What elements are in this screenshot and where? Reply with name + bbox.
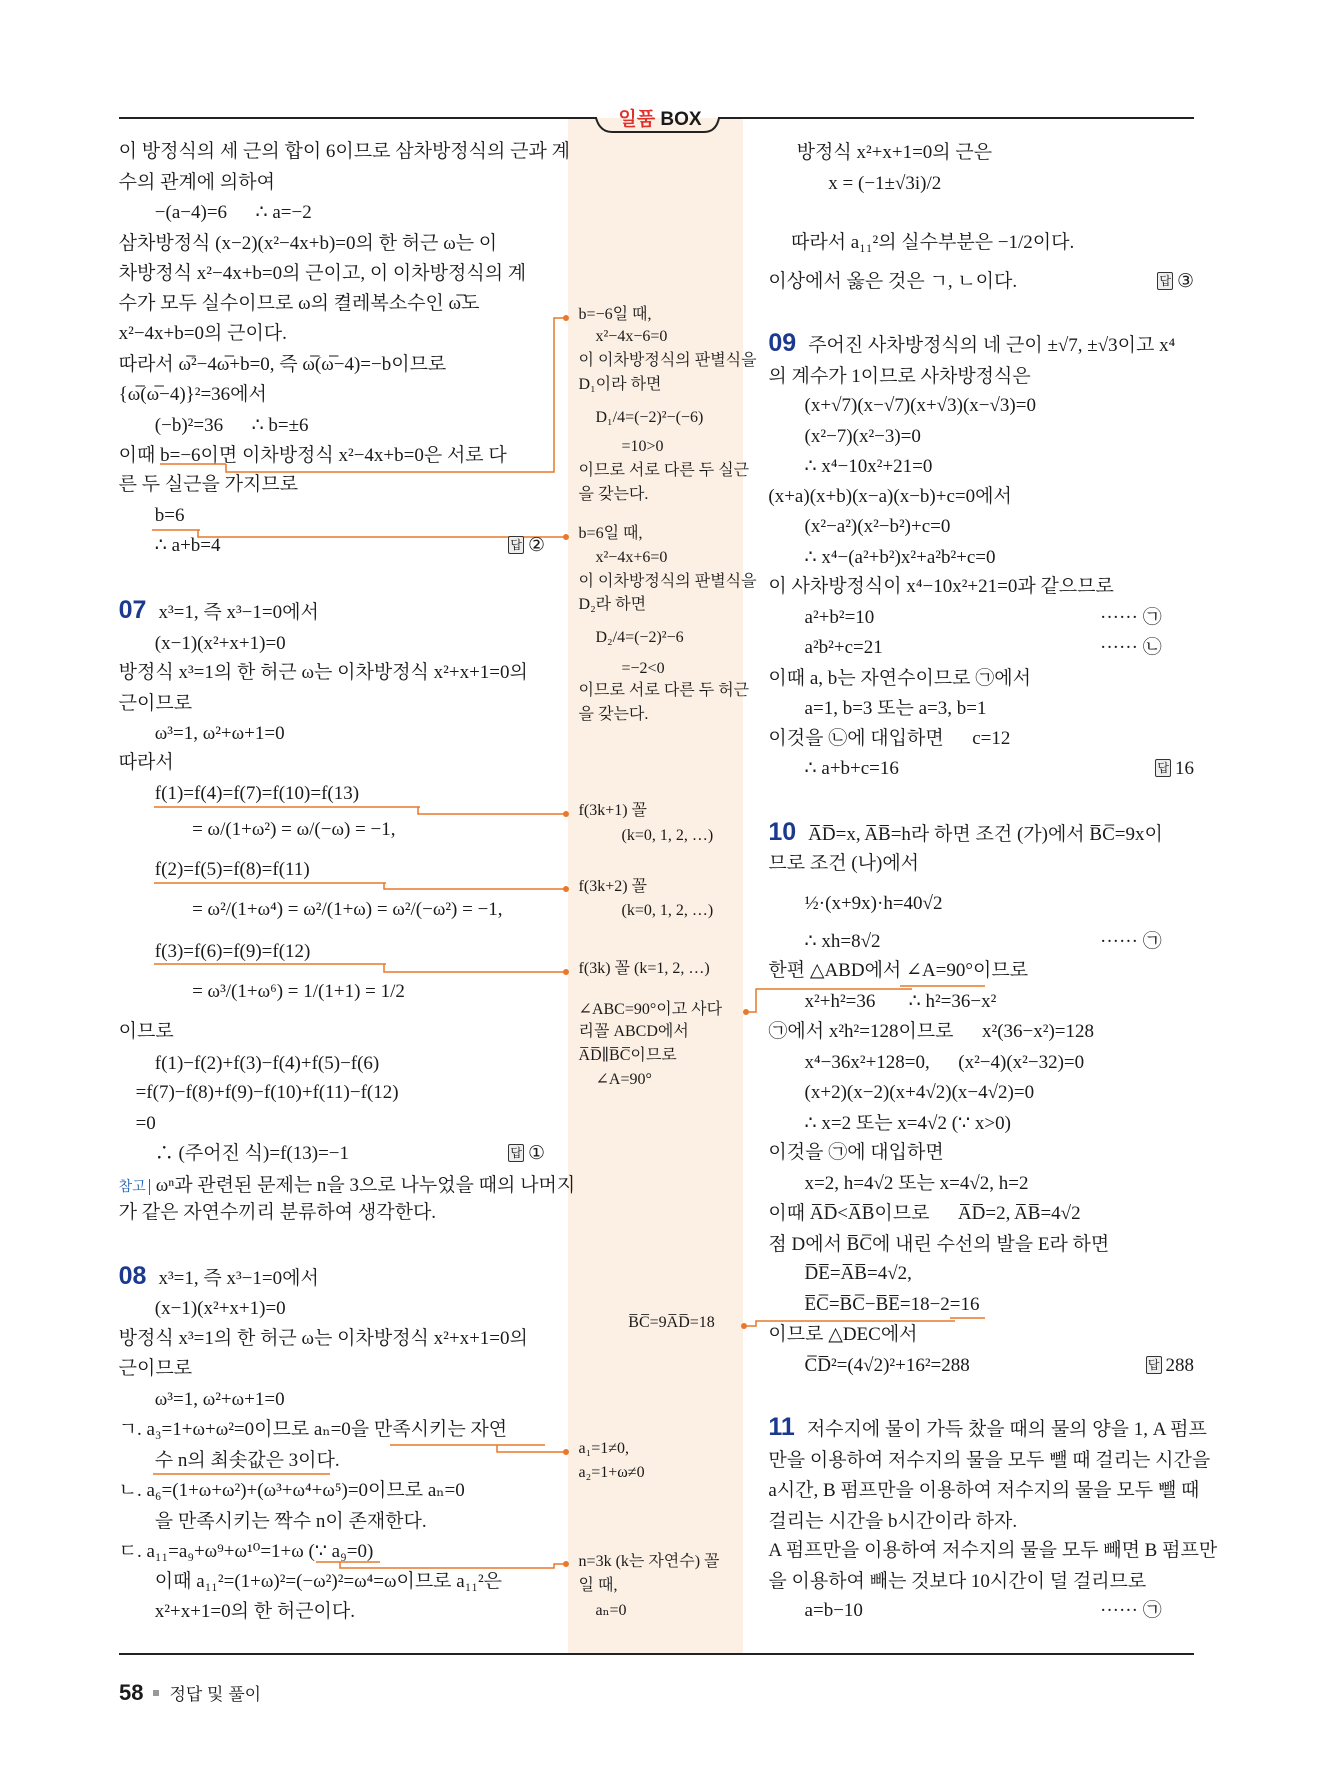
- text-line: [768, 575, 1113, 599]
- connector-dot: [563, 315, 569, 321]
- line-text: 한편 △ABD에서 ∠A=90°이므로: [768, 960, 1029, 982]
- line-text: = ω²/(1+ω⁴) = ω²/(1+ω) = ω²/(−ω²) = −1,: [192, 899, 503, 921]
- text-line: [119, 751, 174, 775]
- line-text: 이 사차방정식이 x⁴−10x²+21=0과 같으므로: [768, 576, 1114, 598]
- line-text: f(1)=f(4)=f(7)=f(10)=f(13): [154, 782, 360, 804]
- answer-badge: [1155, 757, 1194, 781]
- line-text: =10>0: [621, 438, 664, 456]
- answer-icon: 답: [1157, 761, 1169, 776]
- line-text: 이때 A̅D̅<A̅B̅이므로 A̅D̅=2, A̅B̅=4√2: [768, 1203, 1081, 1225]
- line-text: ㄱ. a₃=1+ω+ω²=0이므로 aₙ=0을 만족시키는 자연: [118, 1419, 508, 1441]
- text-line: [768, 1449, 1210, 1473]
- text-line: [828, 172, 941, 196]
- text-line: [155, 1052, 379, 1076]
- text-line: [119, 1418, 508, 1442]
- line-text: 근이므로: [118, 692, 193, 714]
- text-line: [579, 1574, 618, 1598]
- text-line: [596, 325, 668, 349]
- line-text: 방정식 x²+x+1=0의 근은: [796, 142, 993, 164]
- line-text: 을 이용하여 빼는 것보다 10시간이 덜 걸리므로: [768, 1570, 1147, 1592]
- underline-f12: [154, 964, 566, 972]
- connector-dot: [563, 969, 569, 975]
- problem-number: 09: [768, 329, 797, 358]
- line-text: 주어진 사차방정식의 네 근이 ±√7, ±√3이고 x⁴: [808, 335, 1176, 357]
- equation-marker: ······ ㉡: [1100, 637, 1162, 659]
- line-text: 이때 a, b는 자연수이므로 ㉠에서: [768, 667, 1031, 689]
- line-text: B̅C̅=9A̅D̅=18: [628, 1313, 715, 1331]
- line-text: 방정식 x³=1의 한 허근 ω는 이차방정식 x²+x+1=0의: [118, 1327, 528, 1349]
- text-line: [797, 141, 992, 165]
- text-line: [119, 1020, 174, 1044]
- text-line: [805, 757, 899, 781]
- line-text: x⁴−36x²+128=0, (x²−4)(x²−32)=0: [804, 1051, 1085, 1073]
- answer-icon: 답: [1159, 274, 1171, 289]
- text-line: [579, 957, 710, 981]
- text-line: [596, 406, 704, 430]
- line-text: E̅C̅=B̅C̅−B̅E̅=18−2=16: [804, 1293, 980, 1315]
- text-line: [805, 455, 933, 479]
- line-text: a₂=1+ω≠0: [578, 1464, 645, 1482]
- text-line: [119, 1479, 465, 1503]
- line-text: x²+h²=36 ∴ h²=36−x²: [804, 990, 997, 1012]
- line-text: ∴ x⁴−(a²+b²)x²+a²b²+c=0: [804, 546, 996, 568]
- line-text: 을 만족시키는 짝수 n이 존재한다.: [154, 1510, 427, 1532]
- text-line: [155, 201, 312, 225]
- line-text: 이상에서 옳은 것은 ㄱ, ㄴ이다.: [768, 271, 1018, 293]
- line-text: ∴ a+b+c=16: [804, 758, 899, 780]
- line-text: 이므로: [118, 1021, 174, 1043]
- line-text: a₁=1≠0,: [578, 1440, 630, 1458]
- line-text: aₙ=0: [595, 1601, 627, 1619]
- line-text: ω³=1, ω²+ω+1=0: [154, 1388, 285, 1410]
- text-line: [155, 1297, 286, 1321]
- line-text: (−b)²=36 ∴ b=±6: [154, 414, 309, 436]
- text-line: [805, 1081, 1035, 1105]
- text-line: [805, 606, 875, 630]
- line-text: x²−4x+6=0: [595, 548, 668, 566]
- line-text: x²+x+1=0의 한 허근이다.: [154, 1601, 356, 1623]
- problem-number: 11: [768, 1413, 795, 1442]
- line-text: 방정식 x³=1의 한 허근 ω는 이차방정식 x²+x+1=0의: [118, 662, 528, 684]
- text-line: [192, 818, 395, 842]
- text-line: [768, 727, 1010, 751]
- answer-icon: 답: [510, 538, 522, 553]
- line-text: 의 계수가 1이므로 사차방정식은: [768, 365, 1031, 387]
- text-line: [579, 1461, 645, 1485]
- connector-dot: [563, 534, 569, 540]
- text-line: [805, 697, 987, 721]
- text-line: [805, 1262, 912, 1286]
- text-line: [596, 626, 684, 650]
- text-line: [155, 940, 311, 964]
- line-text: D̅E̅=A̅B̅=4√2,: [804, 1263, 912, 1285]
- line-text: a²+b²=10: [804, 606, 875, 628]
- answer-value: 16: [1175, 758, 1194, 780]
- line-text: 이므로 서로 다른 두 실근: [578, 461, 750, 479]
- line-text: (x²−a²)(x²−b²)+c=0: [804, 516, 951, 538]
- line-text: =0: [135, 1112, 156, 1134]
- line-text: 을 갖는다.: [578, 485, 649, 503]
- line-text: f(3)=f(6)=f(9)=f(12): [154, 941, 311, 963]
- footer-section-title: 정답 및 풀이: [169, 1685, 262, 1704]
- text-line: [805, 546, 996, 570]
- text-line: [155, 632, 286, 656]
- text-line: [579, 570, 757, 594]
- text-line: [136, 1112, 156, 1136]
- line-text: 므로 조건 (나)에서: [768, 853, 920, 875]
- answer-badge: [1157, 270, 1194, 294]
- text-line: [119, 262, 527, 286]
- line-text: ∴ (주어진 식)=f(13)=−1: [154, 1143, 349, 1165]
- line-text: f(3k+1) 꼴: [578, 801, 648, 819]
- text-line: [791, 231, 1074, 255]
- text-line: [119, 322, 287, 346]
- answer-badge: [508, 1142, 545, 1166]
- text-line: [155, 1510, 427, 1534]
- answer-badge: [1146, 1354, 1194, 1378]
- text-line: [192, 898, 502, 922]
- line-text: (x+a)(x+b)(x−a)(x−b)+c=0에서: [768, 485, 1012, 507]
- equation-marker: ······ ㉠: [1100, 1599, 1162, 1621]
- note-label: 참고: [119, 1179, 150, 1195]
- line-text: ㄴ. a₆=(1+ω+ω²)+(ω³+ω⁴+ω⁵)=0이므로 aₙ=0: [118, 1480, 465, 1502]
- line-text: 이때 a₁₁²=(1+ω)²=(−ω²)²=ω⁴=ω이므로 a₁₁²은: [154, 1570, 503, 1592]
- line-text: ㄷ. a₁₁=a₉+ω⁹+ω¹⁰=1+ω (∵ a₉=0): [118, 1541, 374, 1563]
- line-text: 따라서 a₁₁²의 실수부분은 −1/2이다.: [791, 231, 1075, 253]
- text-line: [155, 414, 309, 438]
- text-line: [579, 1437, 629, 1461]
- line-text: b=6일 때,: [578, 525, 643, 543]
- line-text: D₁/4=(−2)²−(−6): [595, 408, 704, 426]
- answer-value: ③: [1176, 271, 1194, 293]
- text-line: [805, 1354, 970, 1378]
- text-line: [119, 1540, 374, 1564]
- text-line: [805, 394, 1036, 418]
- text-line: [579, 1550, 720, 1574]
- text-line: [119, 598, 319, 625]
- connector-dot: [743, 1009, 749, 1015]
- text-line: [118, 1261, 319, 1291]
- line-text: (x+√7)(x−√7)(x+√3)(x−√3)=0: [804, 395, 1036, 417]
- text-line: [805, 425, 921, 449]
- line-text: f(2)=f(5)=f(8)=f(11): [154, 858, 310, 880]
- equation-marker: ······ ㉠: [1100, 606, 1162, 628]
- line-text: (x−1)(x²+x+1)=0: [154, 1298, 286, 1320]
- page-number: 58: [119, 1680, 144, 1705]
- text-line: [768, 365, 1030, 389]
- line-text: a=1, b=3 또는 a=3, b=1: [804, 698, 987, 720]
- line-text: f(3k+2) 꼴: [578, 877, 648, 895]
- line-text: (x−1)(x²+x+1)=0: [154, 632, 286, 654]
- line-text: n=3k (k는 자연수) 꼴: [578, 1553, 720, 1571]
- line-text: a=b−10: [804, 1599, 863, 1621]
- text-line: [596, 1599, 627, 1623]
- line-text: a시간, B 펌프만을 이용하여 저수지의 물을 모두 뺄 때: [768, 1480, 1200, 1502]
- line-text: 삼차방정식 (x−2)(x²−4x+b)=0의 한 허근 ω는 이: [118, 232, 498, 254]
- line-text: 이때 b=−6이면 이차방정식 x²−4x+b=0은 서로 다: [118, 445, 507, 467]
- line-text: 따라서: [118, 752, 174, 774]
- text-line: [768, 817, 1163, 847]
- text-line: [579, 349, 757, 373]
- text-line: [119, 171, 275, 195]
- text-line: [768, 959, 1028, 983]
- line-text: A̅D̅∥B̅C̅이므로: [578, 1047, 677, 1065]
- text-line: [119, 473, 298, 497]
- text-line: [119, 1357, 192, 1381]
- text-line: [768, 1539, 1217, 1563]
- text-line: [768, 1020, 1094, 1044]
- text-line: [768, 331, 1175, 358]
- text-line: [805, 1051, 1085, 1075]
- text-line: [768, 1202, 1080, 1226]
- text-line: [119, 1174, 576, 1199]
- line-text: b=6: [154, 504, 185, 526]
- line-text: 수 n의 최솟값은 3이다.: [154, 1449, 340, 1471]
- line-text: ∠ABC=90°이고 사다: [578, 1000, 723, 1018]
- line-text: =f(7)−f(8)+f(9)−f(10)+f(11)−f(12): [135, 1082, 399, 1104]
- line-text: C̅D̅²=(4√2)²+16²=288: [804, 1354, 970, 1376]
- text-line: [155, 504, 185, 528]
- line-text: x³=1, 즉 x³−1=0에서: [158, 602, 319, 624]
- text-line: [768, 485, 1011, 509]
- text-line: [119, 661, 528, 685]
- line-text: (k=0, 1, 2, …): [621, 826, 714, 844]
- answer-badge: [508, 534, 545, 558]
- line-text: ∴ xh=8√2: [804, 930, 881, 952]
- line-text: A 펌프만을 이용하여 저수지의 물을 모두 빼면 B 펌프만: [768, 1540, 1218, 1562]
- line-text: 수가 모두 실수이므로 ω의 켤레복소수인 ω̅도: [118, 292, 480, 314]
- connector-dot: [563, 1449, 569, 1455]
- line-text: 만을 이용하여 저수지의 물을 모두 뺄 때 걸리는 시간을: [768, 1449, 1211, 1471]
- bottom-rule: [119, 1653, 1194, 1655]
- text-line: [579, 522, 643, 546]
- problem-number: 08: [118, 1261, 147, 1290]
- line-text: −(a−4)=6 ∴ a=−2: [154, 202, 312, 224]
- line-text: a²b²+c=21: [804, 637, 883, 659]
- text-line: [596, 546, 668, 570]
- text-line: [805, 1172, 1029, 1196]
- text-line: [622, 824, 714, 848]
- text-line: [155, 858, 310, 882]
- text-line: [768, 1323, 917, 1347]
- text-line: [579, 703, 649, 727]
- line-text: 점 D에서 B̅C̅에 내린 수선의 발을 E라 하면: [768, 1233, 1110, 1255]
- line-text: 일 때,: [578, 1577, 618, 1595]
- line-text: D₂/4=(−2)²−6: [595, 629, 684, 647]
- line-text: x²−4x+b=0의 근이다.: [118, 323, 287, 345]
- text-line: [805, 636, 883, 660]
- answer-value: 288: [1165, 1354, 1194, 1376]
- line-text: f(1)−f(2)+f(3)−f(4)+f(5)−f(6): [154, 1053, 380, 1075]
- header-title-box: BOX: [660, 109, 702, 130]
- line-text: =−2<0: [621, 659, 665, 677]
- text-line: [579, 303, 652, 327]
- text-line: [805, 1293, 980, 1317]
- line-text: 근이므로: [118, 1358, 193, 1380]
- line-text: = ω/(1+ω²) = ω/(−ω) = −1,: [192, 819, 396, 841]
- line-text: x³=1, 즉 x³−1=0에서: [158, 1267, 319, 1289]
- line-text: x=2, h=4√2 또는 x=4√2, h=2: [804, 1172, 1029, 1194]
- line-text: (k=0, 1, 2, …): [621, 902, 714, 920]
- line-text: 이 이차방정식의 판별식을: [578, 352, 757, 370]
- line-text: ∴ x⁴−10x²+21=0: [804, 456, 933, 478]
- line-text: 차방정식 x²−4x+b=0의 근이고, 이 이차방정식의 계: [118, 263, 527, 285]
- header-title-red: 일품: [618, 109, 656, 130]
- text-line: [768, 1570, 1146, 1594]
- text-line: [579, 593, 647, 617]
- text-line: [805, 1112, 1011, 1136]
- line-text: 이것을 ㉠에 대입하면: [768, 1142, 944, 1164]
- text-line: [768, 1233, 1109, 1257]
- text-line: [119, 292, 480, 316]
- equation-marker: ······ ㉠: [1100, 930, 1162, 952]
- line-text: (x²−7)(x²−3)=0: [804, 425, 921, 447]
- text-line: [622, 657, 665, 681]
- text-line: [155, 1600, 355, 1624]
- text-line: [579, 875, 647, 899]
- text-line: [119, 1327, 528, 1351]
- text-line: [136, 1081, 399, 1105]
- text-line: [622, 899, 714, 923]
- text-line: [119, 1201, 436, 1225]
- text-line: [119, 692, 192, 716]
- line-text: 이 방정식의 세 근의 합이 6이므로 삼차방정식의 근과 계: [118, 141, 570, 163]
- answer-value: ②: [527, 535, 545, 557]
- line-text: 가 같은 자연수끼리 분류하여 생각한다.: [118, 1202, 437, 1224]
- line-text: 따라서 ω̅²−4ω̅+b=0, 즉 ω̅(ω̅−4)=−b이므로: [118, 353, 447, 375]
- answer-icon: 답: [1147, 1357, 1160, 1372]
- line-text: {ω̅(ω̅−4)}²=36에서: [118, 384, 267, 406]
- line-text: ∴ a+b=4: [154, 535, 221, 557]
- line-text: 이것을 ㉡에 대입하면 c=12: [768, 727, 1011, 749]
- text-line: [119, 383, 267, 407]
- text-line: [579, 799, 647, 823]
- underline-f13: [154, 807, 566, 814]
- text-line: [155, 1449, 340, 1473]
- line-text: 리꼴 ABCD에서: [578, 1023, 689, 1041]
- text-line: [805, 930, 881, 954]
- text-line: [768, 1141, 943, 1165]
- text-line: [805, 515, 951, 539]
- line-text: ㉠에서 x²h²=128이므로 x²(36−x²)=128: [768, 1021, 1094, 1043]
- text-line: [579, 483, 649, 507]
- text-line: [768, 852, 919, 876]
- line-text: 른 두 실근을 가지므로: [118, 474, 299, 496]
- line-text: D₁이라 하면: [578, 375, 662, 393]
- line-text: 저수지에 물이 가득 찼을 때의 물의 양을 1, A 펌프: [806, 1419, 1207, 1441]
- square-bullet-icon: [153, 1690, 159, 1696]
- text-line: [622, 435, 664, 459]
- connector-dot: [563, 811, 569, 817]
- text-line: [155, 1142, 349, 1166]
- text-line: [579, 679, 750, 703]
- line-text: ∴ x=2 또는 x=4√2 (∵ x>0): [804, 1112, 1011, 1134]
- line-text: ½·(x+9x)·h=40√2: [804, 892, 943, 914]
- line-text: 이므로 △DEC에서: [768, 1324, 918, 1346]
- line-text: ω³=1, ω²+ω+1=0: [154, 723, 285, 745]
- line-text: b=−6일 때,: [578, 305, 652, 323]
- line-text: D₂라 하면: [578, 596, 647, 614]
- line-text: f(3k) 꼴 (k=1, 2, …): [578, 960, 710, 978]
- text-line: [768, 1510, 1017, 1534]
- text-line: [579, 373, 662, 397]
- text-line: [119, 444, 507, 468]
- line-text: 수의 관계에 의하여: [118, 171, 275, 193]
- text-line: [155, 1570, 502, 1594]
- line-text: 을 갖는다.: [578, 705, 649, 723]
- text-line: [579, 1020, 689, 1044]
- line-text: 이 이차방정식의 판별식을: [578, 572, 757, 590]
- text-line: [768, 667, 1031, 691]
- text-line: [768, 1415, 1206, 1442]
- connector-dot: [563, 886, 569, 892]
- text-line: [805, 1599, 863, 1623]
- text-line: [596, 1068, 652, 1092]
- text-line: [119, 232, 498, 256]
- line-text: (x+2)(x−2)(x+4√2)(x−4√2)=0: [804, 1082, 1035, 1104]
- line-text: x = (−1±√3i)/2: [828, 172, 942, 194]
- text-line: [805, 990, 997, 1014]
- text-line: [628, 1311, 715, 1335]
- text-line: [155, 534, 221, 558]
- connector-dot: [741, 1323, 747, 1329]
- line-text: A̅D̅=x, A̅B̅=h라 하면 조건 (가)에서 B̅C̅=9x이: [808, 823, 1163, 845]
- line-text: 걸리는 시간을 b시간이라 하자.: [768, 1510, 1018, 1532]
- line-text: = ω³/(1+ω⁶) = 1/(1+1) = 1/2: [192, 980, 405, 1002]
- text-line: [155, 782, 359, 806]
- page-footer: [119, 1680, 261, 1706]
- connector-dot: [563, 1561, 569, 1567]
- text-line: [805, 892, 943, 916]
- text-line: [579, 1044, 677, 1068]
- text-line: [119, 140, 570, 164]
- text-line: [579, 459, 750, 483]
- text-line: [155, 1388, 285, 1412]
- line-text: ωⁿ과 관련된 문제는 n을 3으로 나누었을 때의 나머지: [155, 1175, 576, 1197]
- text-line: [119, 353, 447, 377]
- text-line: [155, 722, 285, 746]
- text-line: [768, 270, 1017, 294]
- text-line: [192, 980, 405, 1004]
- line-text: 이므로 서로 다른 두 허근: [578, 682, 750, 700]
- underline-f11: [154, 883, 566, 889]
- problem-number: 10: [768, 817, 797, 846]
- text-line: [768, 1479, 1199, 1503]
- problem-number: 07: [118, 596, 147, 625]
- answer-value: ①: [527, 1143, 545, 1165]
- text-line: [579, 998, 723, 1022]
- answer-icon: 답: [510, 1146, 522, 1161]
- line-text: ∠A=90°: [595, 1070, 652, 1088]
- line-text: x²−4x−6=0: [595, 328, 668, 346]
